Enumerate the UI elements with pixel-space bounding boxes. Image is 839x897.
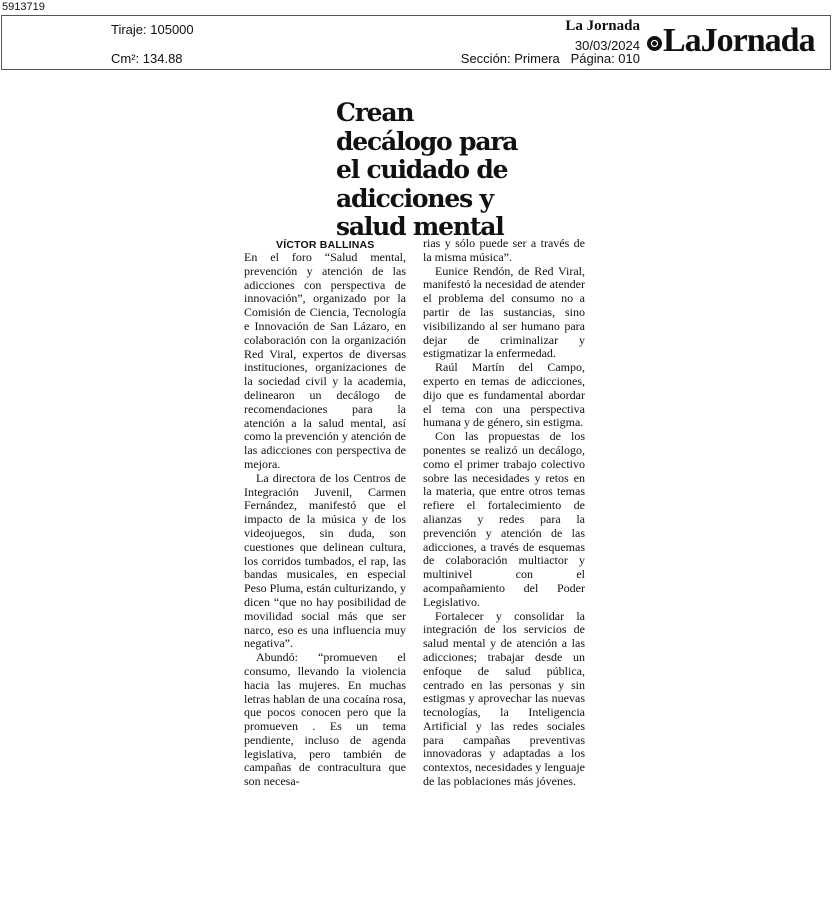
paragraph: rias y sólo puede ser a través de la misma música”. [423, 236, 585, 264]
paragraph: Eunice Rendón, de Red Viral, manifestó la necesidad de atender el problema del consumo no a partir de las sustancias, sino visibilizando al ser humano para dejar de criminalizar y estigmatizar la enfermedad. [423, 263, 585, 361]
newspaper-logo [647, 24, 832, 62]
article-headline: Crean decálogo para el cuidado de adicciones y salud mental [336, 98, 518, 241]
tiraje-label: Tiraje: 105000 [111, 22, 194, 37]
article-column-1 [244, 250, 406, 789]
newspaper-name: La Jornada [565, 18, 640, 34]
paragraph: Abundó: “promueven el consumo, llevando la violencia hacia las mujeres. En muchas letras hablan de una cocaína rosa, que pocos conocen pero que la promueven . Es un tema pendiente, incluso de agenda legislativa, pero también de campañas de contracultura que son necesa- [244, 650, 406, 789]
publication-date: 30/03/2024 [574, 38, 640, 53]
paragraph: Fortalecer y consolidar la integración de los servicios de salud mental y de atención a las adicciones; trabajar desde un enfoque de salud pública, centrado en las personas y sin estigmas y aprovechar las nuevas tecnologías, la Inteligencia Artificial y las redes sociales para campañas preventivas innovadoras y adaptadas a los contextos, necesidades y lenguaje de las poblaciones más jóvenes. [423, 608, 585, 789]
article-byline: VÍCTOR BALLINAS [276, 239, 375, 251]
section-page-label: Sección: Primera Página: 010 [460, 51, 640, 66]
logo-text: LaJornada [663, 22, 815, 59]
paragraph: En el foro “Salud mental, prevención y atención de las adicciones con perspectiva de innovación”, organizado por la Comisión de Ciencia, Tecnología e Innovación de San Lázaro, en colaboración con la organización Red Viral, expertos de diversas instituciones, organizaciones de la sociedad civil y la academia, delinearon un decálogo de recomendaciones para la atención a la salud mental, así como la prevención y atención de las adicciones con perspectiva de mejora. [244, 250, 406, 471]
paragraph: Con las propuestas de los ponentes se realizó un decálogo, como el primer trabajo colectivo sobre las necesidades y retos en la materia, que entre otros temas refiere el fortalecimiento de alianzas y redes para la prevención y atención de las adicciones, a través de esquemas de colaboración multiactor y multinivel con el acompañamiento del Poder Legislativo. [423, 429, 585, 609]
cm2-label: Cm²: 134.88 [111, 51, 183, 66]
clip-id: 5913719 [2, 1, 45, 13]
logo-emblem-icon [647, 36, 662, 51]
article-column-2 [423, 237, 585, 789]
paragraph: La directora de los Centros de Integración Juvenil, Carmen Fernández, manifestó que el impacto de la música y de los videojuegos, sin duda, son cuestiones que delinean cultura, los corridos tumbados, el rap, las bandas musicales, en especial Peso Pluma, están culturizando, y dicen “que no hay posibilidad de movilidad social más que ser narco, eso es una influencia muy negativa”. [244, 470, 406, 651]
paragraph: Raúl Martín del Campo, experto en temas de adicciones, dijo que es fundamental abordar el tema con una perspectiva humana y de género, sin estigma. [423, 360, 585, 430]
